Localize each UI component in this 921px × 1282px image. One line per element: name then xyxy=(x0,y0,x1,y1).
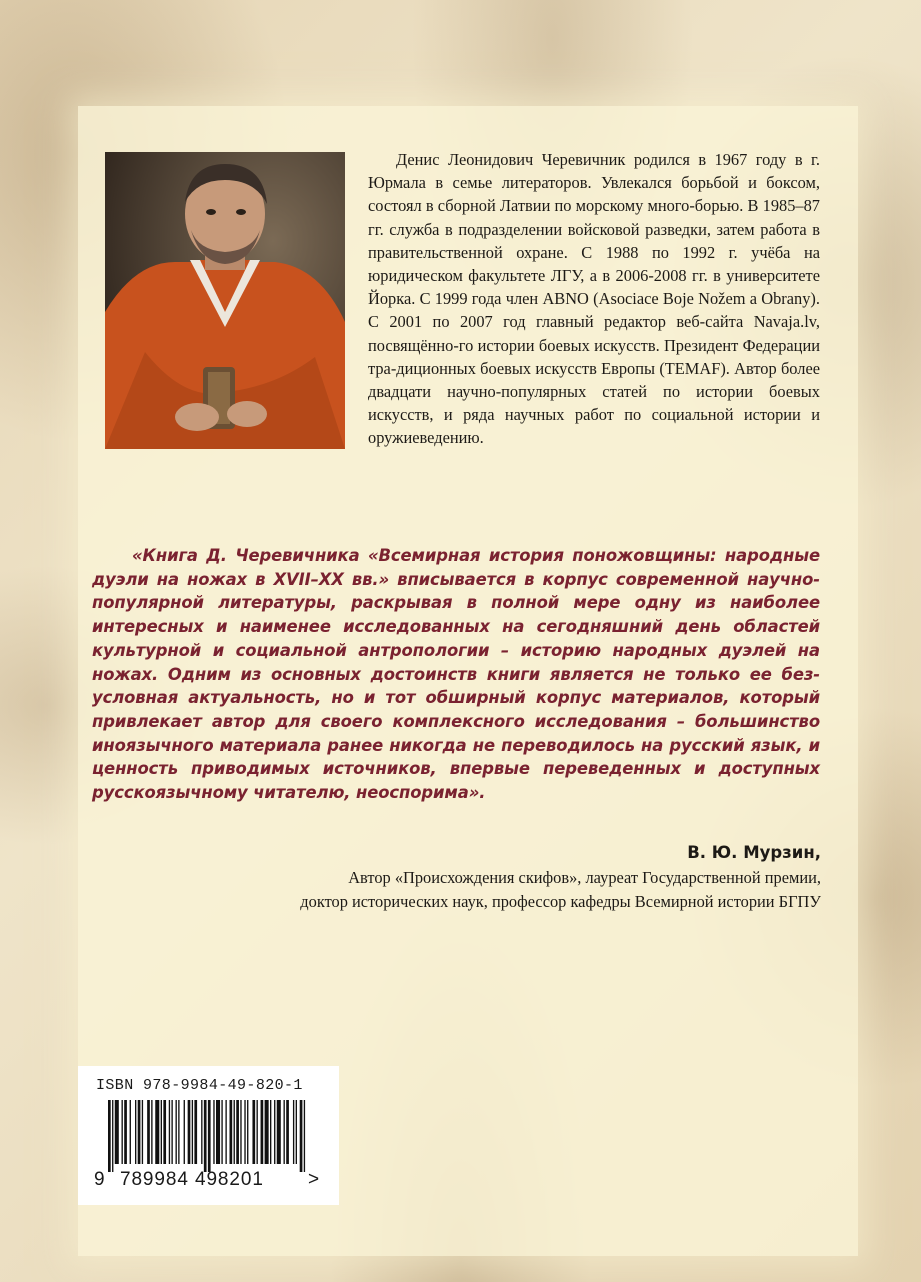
reviewer-credit-line-2: доктор исторических наук, профессор кафедры Всемирной истории БГПУ xyxy=(300,891,821,911)
ean-arrow: > xyxy=(308,1169,320,1190)
ean13-barcode-icon xyxy=(108,1100,306,1172)
isbn-number: ISBN 978-9984-49-820-1 xyxy=(96,1077,303,1094)
reviewer-credentials xyxy=(181,866,821,913)
author-portrait-icon xyxy=(105,152,345,449)
book-review-quote: «Книга Д. Черевичника «Всемирная история поножовщины: народные дуэли на ножах в XVII–XX вв.» вписывается в корпус современной научно-популярной литературы, раскрывая в полной мере одну из наиболее интересных и наименее исследованных на сегодняшний день областей культурной и социальной антропологии – историю народных дуэлей на ножах. Одним из основных достоинств книги является не только ее без-условная актуальность, но и тот обширный корпус материалов, который привлекает автор для своего комплексного исследования – большинство иноязычного материала ранее никогда не переводилось на русский язык, и ценность приводимых источников, впервые переведенных и доступных русскоязычному читателю, неоспорима». xyxy=(92,546,820,803)
author-photo xyxy=(105,152,345,449)
ean-digits: 789984 498201 xyxy=(120,1169,264,1190)
reviewer-credit-line-1: Автор «Происхождения скифов», лауреат Государственной премии, xyxy=(348,868,821,887)
isbn-barcode-box xyxy=(78,1066,339,1205)
author-biography: Денис Леонидович Черевичник родился в 1967 году в г. Юрмала в семье литераторов. Увлекался борьбой и боксом, состоял в сборной Латвии по морскому много-борью. В 1985–87 гг. служба в подразделении войсковой разведки, затем работа в правительственной охране. С 1988 по 1992 г. учёба на юридическом факультете ЛГУ, а в 2006-2008 гг. в университете Йорка. С 1999 года член ABNO (Asociace Boje Nožem a Obrany). С 2001 по 2007 год главный редактор веб-сайта Navaja.lv, посвящённо-го истории боевых искусств. Президент Федерации тра-диционных боевых искусств Европы (TEMAF). Автор более двадцати научно-популярных статей по истории боевых искусств, и ряда научных работ по социальной истории и оружиеведению. xyxy=(368,150,820,448)
reviewer-name: В. Ю. Мурзин, xyxy=(687,843,821,862)
ean-first-digit: 9 xyxy=(94,1169,105,1190)
